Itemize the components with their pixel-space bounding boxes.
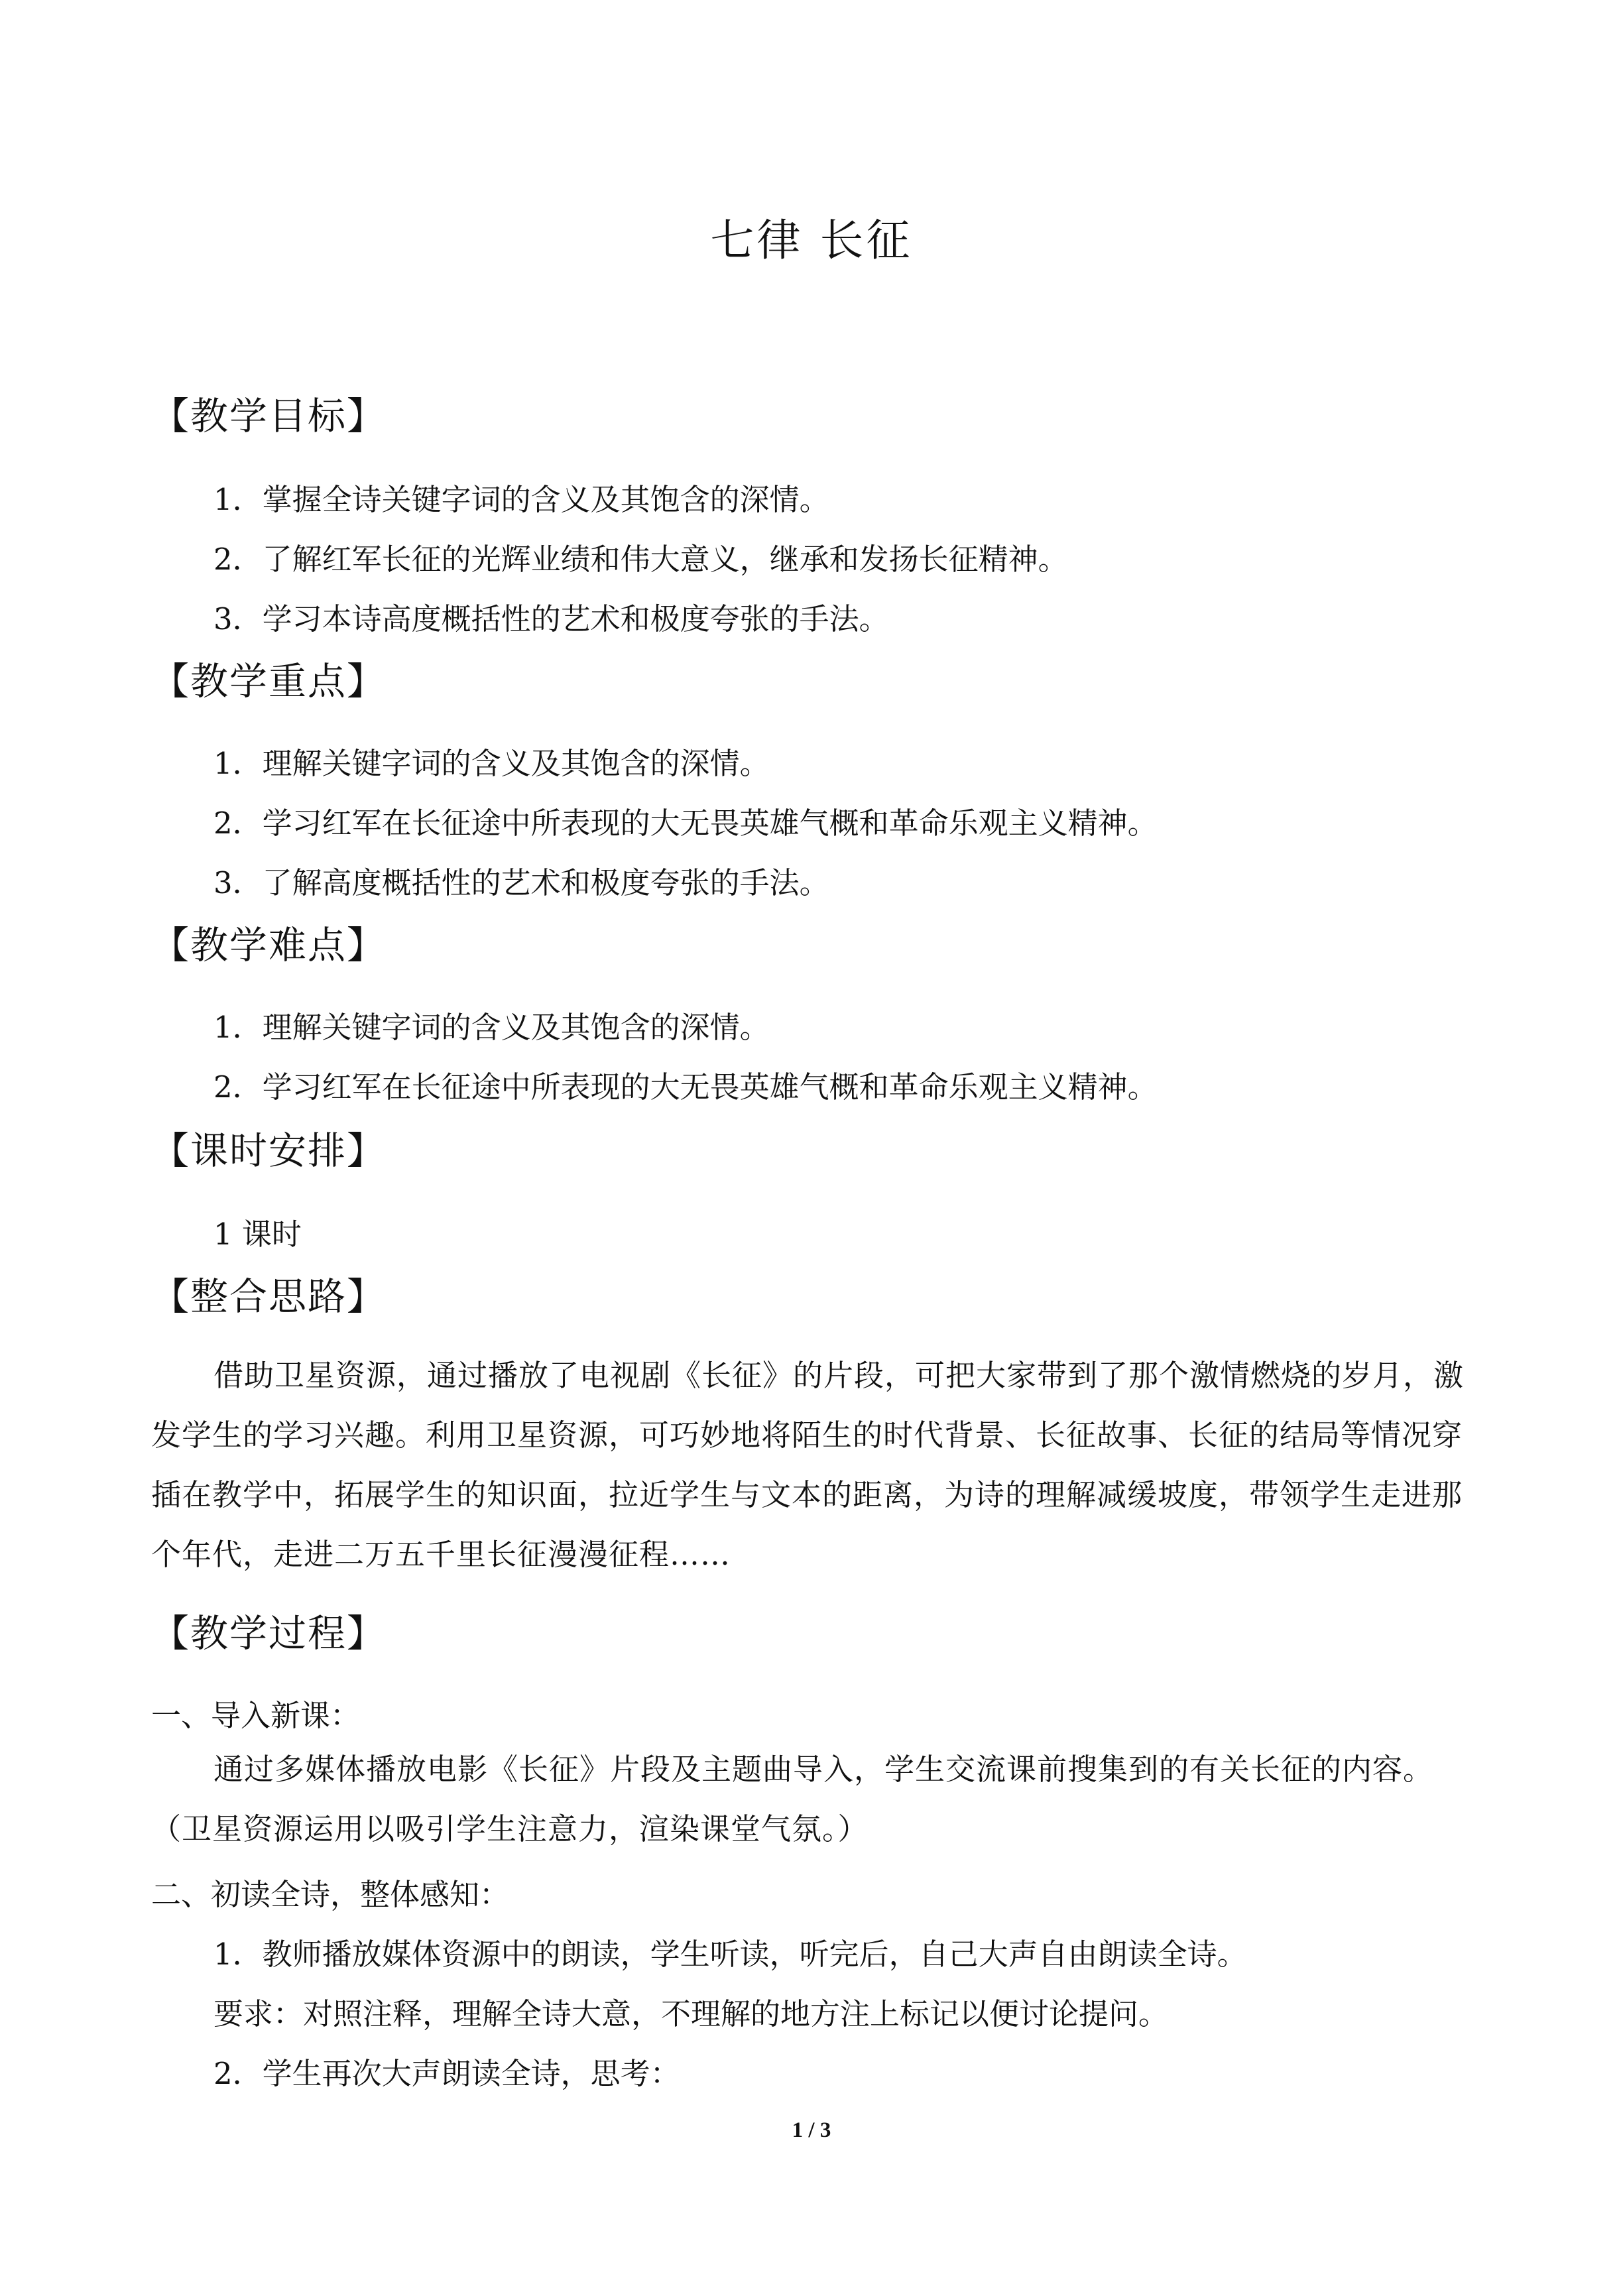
page-number: 1 / 3 (792, 2118, 831, 2142)
process-step1-title: 一、导入新课： (151, 1698, 361, 1733)
page-title: 七律 长征 (710, 215, 913, 266)
schedule-text: 1 课时 (213, 1217, 302, 1252)
process-step2-title: 二、初读全诗，整体感知： (151, 1877, 510, 1912)
approach-paragraph: 借助卫星资源，通过播放了电视剧《长征》的片段，可把大家带到了那个激情燃烧的岁月，激发学生的学习兴趣。利用卫星资源，可巧妙地将陌生的时代背景、长征故事、长征的结局等情况穿插在教学中，拓展学生的知识面，拉近学生与文本的距离，为诗的理解减缓坡度，带领学生走进那个年代，走进二万五千里长征漫漫征程…… (151, 1358, 1465, 1572)
heading-process: 【教学过程】 (151, 1612, 386, 1656)
difficulty-item-1: 1．理解关键字词的含义及其饱含的深情。 (213, 1010, 770, 1045)
heading-key-points: 【教学重点】 (151, 660, 386, 703)
heading-approach: 【整合思路】 (151, 1275, 386, 1319)
key-point-item-2: 2．学习红军在长征途中所表现的大无畏英雄气概和革命乐观主义精神。 (213, 806, 1158, 841)
process-step2-requirement: 要求：对照注释，理解全诗大意，不理解的地方注上标记以便讨论提问。 (213, 1996, 1169, 2031)
key-point-item-1: 1．理解关键字词的含义及其饱含的深情。 (213, 746, 770, 781)
heading-difficulties: 【教学难点】 (151, 924, 386, 967)
difficulty-item-2: 2．学习红军在长征途中所表现的大无畏英雄气概和革命乐观主义精神。 (213, 1069, 1158, 1105)
process-step2-item2: 2．学生再次大声朗读全诗，思考： (213, 2056, 680, 2091)
goal-item-3: 3．学习本诗高度概括性的艺术和极度夸张的手法。 (213, 601, 889, 636)
process-step1-paragraph: 通过多媒体播放电影《长征》片段及主题曲导入，学生交流课前搜集到的有关长征的内容。（卫星资源运用以吸引学生注意力，渲染课堂气氛。） (151, 1752, 1434, 1846)
process-step2-item1: 1．教师播放媒体资源中的朗读，学生听读，听完后，自己大声自由朗读全诗。 (213, 1937, 1247, 1972)
goal-item-2: 2．了解红军长征的光辉业绩和伟大意义，继承和发扬长征精神。 (213, 542, 1068, 577)
heading-schedule: 【课时安排】 (151, 1129, 386, 1173)
key-point-item-3: 3．了解高度概括性的艺术和极度夸张的手法。 (213, 865, 829, 900)
goal-item-1: 1．掌握全诗关键字词的含义及其饱含的深情。 (213, 482, 829, 517)
heading-goals: 【教学目标】 (151, 394, 386, 438)
